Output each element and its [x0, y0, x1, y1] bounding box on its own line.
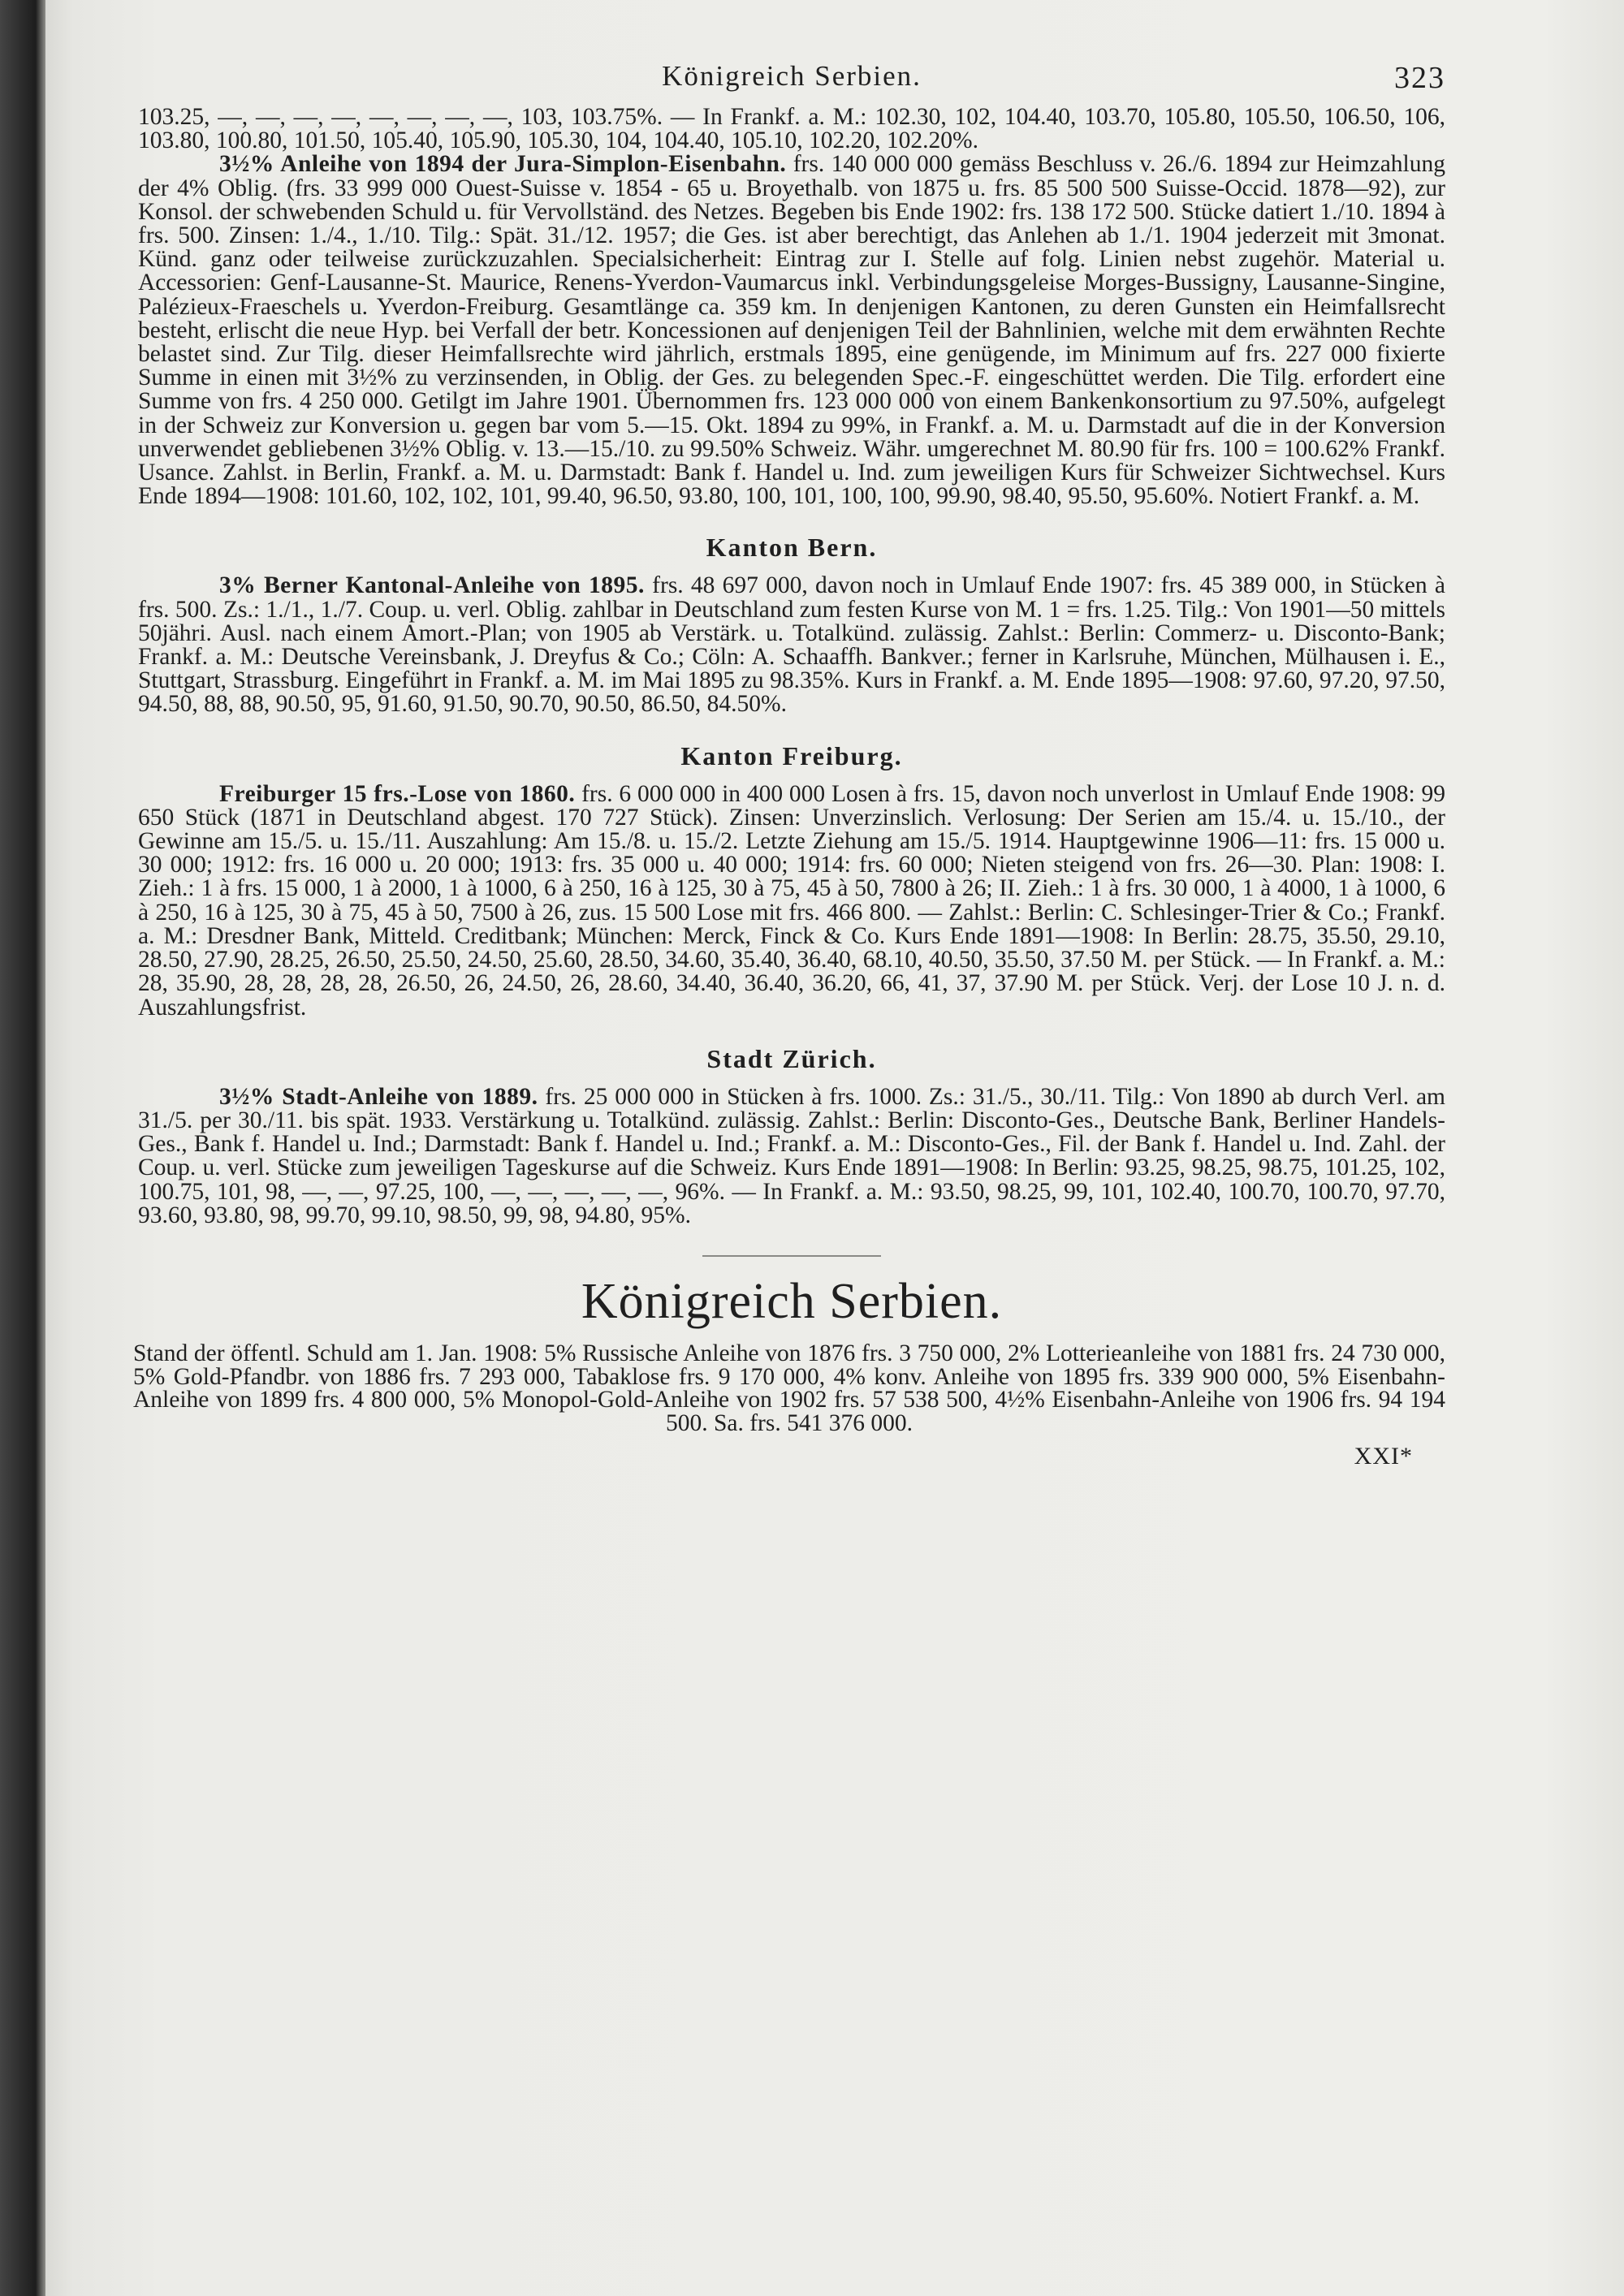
bern-text: frs. 48 697 000, davon noch in Umlauf Ende 1907: frs. 45 389 000, in Stücken à frs. 500. Zs.: 1./1., 1./7. Coup. u. verl. Oblig. zahlbar in Deutschland zum festen Kurse von M. 1 = frs. 1.25. Tilg.: Von 1901—50 mittels 50jähri. Ausl. nach einem Amort.-Plan; von 1905 ab Verstärk. u. Totalkünd. zulässig. Zahlst.: Berlin: Commerz- u. Disconto-Bank; Frankf. a. M.: Deutsche Vereinsbank, J. Dreyfus & Co.; Cöln: A. Schaaffh. Bankver.; ferner in Karlsruhe, München, Mülhausen i. E., Stuttgart, Strassburg. Eingeführt in Frankf. a. M. im Mai 1895 zu 98.35%. Kurs in Frankf. a. M. Ende 1895—1908: 97.60, 97.20, 97.50, 94.50, 88, 88, 90.50, 95, 91.60, 91.50, 90.70, 90.50, 86.50, 84.50%.: [138, 572, 1445, 718]
freiburg-lead: Freiburger 15 frs.-Lose von 1860.: [219, 780, 576, 807]
zurich-text: frs. 25 000 000 in Stücken à frs. 1000. Zs.: 31./5., 30./11. Tilg.: Von 1890 ab durch Verl. am 31./5. per 30./11. bis spät. 1933. Verstärkung u. Totalkünd. zulässig. Zahlst.: Berlin: Disconto-Ges., Deutsche Bank, Berliner Handels-Ges., Bank f. Handel u. Ind.; Darmstadt: Bank f. Handel u. Ind.; Frankf. a. M.: Disconto-Ges., Fil. der Bank f. Handel u. Ind. Zahl. der Coup. u. verl. Stücke zum jeweiligen Tageskurse auf die Schweiz. Kurs Ende 1891—1908: In Berlin: 93.25, 98.25, 98.75, 101.25, 102, 100.75, 101, 98, —, —, 97.25, 100, —, —, —, —, —, 96%. — In Frankf. a. M.: 93.50, 98.25, 99, 101, 102.40, 100.70, 100.70, 97.70, 93.60, 93.80, 98, 99.70, 99.10, 98.50, 99, 98, 94.80, 95%.: [138, 1083, 1445, 1228]
section-heading-zurich: Stadt Zürich.: [706, 1043, 877, 1073]
bern-lead: 3% Berner Kantonal-Anleihe von 1895.: [219, 572, 645, 599]
freiburg-text: frs. 6 000 000 in 400 000 Losen à frs. 15, davon noch unverlost in Umlauf Ende 1908: 99 650 Stück (1871 in Deutschland abgest. 170 727 Stück). Zinsen: Unverzinslich. Verlosung: Der Serien am 15./4. u. 15./10., der Gewinne am 15./5. u. 15./11. Auszahlung: Am 15./8. u. 15./2. Letzte Ziehung am 15./5. 1914. Hauptgewinne 1906—11: frs. 15 000 u. 30 000; 1912: frs. 16 000 u. 20 000; 1913: frs. 35 000 u. 40 000; 1914: frs. 60 000; Nieten steigend von frs. 26—30. Plan: 1908: I. Zieh.: 1 à frs. 15 000, 1 à 2000, 1 à 1000, 6 à 250, 16 à 125, 30 à 75, 45 à 50, 7800 à 26; II. Zieh.: 1 à frs. 30 000, 1 à 4000, 1 à 1000, 6 à 250, 16 à 125, 30 à 75, 45 à 50, 7500 à 26, zus. 15 500 Lose mit frs. 466 800. — Zahlst.: Berlin: C. Schlesinger-Trier & Co.; Frankf. a. M.: Dresdner Bank, Mitteld. Creditbank; München: Merck, Finck & Co. Kurs Ende 1891—1908: In Berlin: 28.75, 35.50, 29.10, 28.50, 27.90, 28.25, 26.50, 25.50, 24.50, 25.60, 28.50, 34.60, 35.40, 36.40, 68.10, 40.50, 35.50, 37.50 M. per Stück. — In Frankf. a. M.: 28, 35.90, 28, 28, 28, 28, 26.50, 26, 24.50, 26, 28.60, 34.40, 36.40, 36.20, 66, 41, 37, 37.90 M. per Stück. Verj. der Lose 10 J. n. d. Auszahlungsfrist.: [138, 780, 1446, 1021]
book-binding-edge: [0, 0, 45, 2296]
zurich-entry: [138, 1085, 1445, 1228]
jura-simplon-text: frs. 140 000 000 gemäss Beschluss v. 26./6. 1894 zur Heimzahlung der 4% Oblig. (frs. 33 999 000 Ouest-Suisse v. 1854 - 65 u. Broyethalb. von 1875 u. frs. 85 500 500 Suisse-Occid. 1878—92), zur Konsol. der schwebenden Schuld u. für Vervollständ. des Netzes. Begeben bis Ende 1902: frs. 138 172 500. Stücke datiert 1./10. 1894 à frs. 500. Zinsen: 1./4., 1./10. Tilg.: Spät. 31./12. 1957; die Ges. ist aber berechtigt, das Anlehen ab 1./1. 1904 jederzeit mit 3monat. Künd. ganz oder teilweise zurückzuzahlen. Specialsicherheit: Eintrag zur I. Stelle auf folg. Linien nebst zugehör. Material u. Accessorien: Genf-Lausanne-St. Maurice, Renens-Yverdon-Vaumarcus inkl. Verbindungsgeleise Morges-Bussigny, Lausanne-Singine, Palézieux-Fraeschels u. Yverdon-Freiburg. Gesamtlänge ca. 359 km. In denjenigen Kantonen, zu deren Gunsten ein Heimfallsrecht besteht, erlischt die neue Hyp. bei Verfall der betr. Koncessionen auf denjenigen Teil der Bahnlinien, welche mit dem erwähnten Rechte belastet sind. Zur Tilg. dieser Heimfallsrechte wird jährlich, erstmals 1895, eine genügende, im Minimum auf frs. 227 000 fixierte Summe in einen mit 3½% zu verzinsenden, in Oblig. der Ges. zu belegenden Spec.-F. eingeschüttet werden. Die Tilg. erfordert eine Summe von frs. 4 250 000. Getilgt im Jahre 1901. Übernommen frs. 123 000 000 von einem Bankenkonsortium zu 97.50%, aufgelegt in der Schweiz zur Konversion u. gegen bar vom 5.—15. Okt. 1894 zu 99%, in Frankf. a. M. u. Darmstadt auf die in der Konversion unverwendet gebliebenen 3½% Oblig. v. 13.—15./10. zu 99.50% Schweiz. Währ. umgerechnet M. 80.90 für frs. 100 = 100.62% Frankf. Usance. Zahlst. in Berlin, Frankf. a. M. u. Darmstadt: Bank f. Handel u. Ind. zum jeweiligen Kurs für Schweizer Sichtwechsel. Kurs Ende 1894—1908: 101.60, 102, 102, 101, 99.40, 96.50, 93.80, 100, 101, 100, 100, 99.90, 98.40, 95.50, 95.60%. Notiert Frankf. a. M.: [138, 151, 1445, 510]
freiburg-entry: [138, 780, 1446, 1021]
country-title-serbia: Königreich Serbien.: [581, 1273, 1003, 1329]
page-content: [133, 57, 1446, 1470]
signature-mark: XXI*: [1354, 1443, 1413, 1470]
jura-simplon-lead: 3½% Anleihe von 1894 der Jura-Simplon-Eisenbahn.: [219, 151, 787, 178]
jura-simplon-entry: [138, 153, 1445, 508]
running-header: [138, 57, 1445, 106]
serbia-debt-paragraph: Stand der öffentl. Schuld am 1. Jan. 1908: 5% Russische Anleihe von 1876 frs. 3 750 000, 2% Lotterieanleihe von 1881 frs. 24 730 000, 5% Gold-Pfandbr. von 1886 frs. 7 293 000, Tabaklose frs. 9 170 000, 4% konv. Anleihe von 1895 frs. 339 900 000, 5% Eisenbahn-Anleihe von 1899 frs. 4 800 000, 5% Monopol-Gold-Anleihe von 1902 frs. 57 538 500, 4½% Eisenbahn-Anleihe von 1906 frs. 94 194 500. Sa. frs. 541 376 000.: [133, 1340, 1445, 1436]
bern-entry: [138, 574, 1445, 716]
intro-paragraph: 103.25, —, —, —, —, —, —, —, —, 103, 103.75%. — In Frankf. a. M.: 102.30, 102, 104.40, 103.70, 105.80, 105.50, 106.50, 106, 103.80, 100.80, 101.50, 105.40, 105.90, 105.30, 104, 104.40, 105.10, 102.20, 102.20%.: [138, 104, 1445, 154]
section-heading-bern: Kanton Bern.: [706, 533, 878, 563]
zurich-lead: 3½% Stadt-Anleihe von 1889.: [219, 1083, 538, 1110]
section-divider: [702, 1255, 881, 1257]
section-heading-freiburg: Kanton Freiburg.: [680, 740, 903, 770]
running-title: Königreich Serbien.: [662, 60, 922, 92]
serbia-section: [133, 1342, 1445, 1435]
page-number: 323: [1394, 61, 1445, 95]
